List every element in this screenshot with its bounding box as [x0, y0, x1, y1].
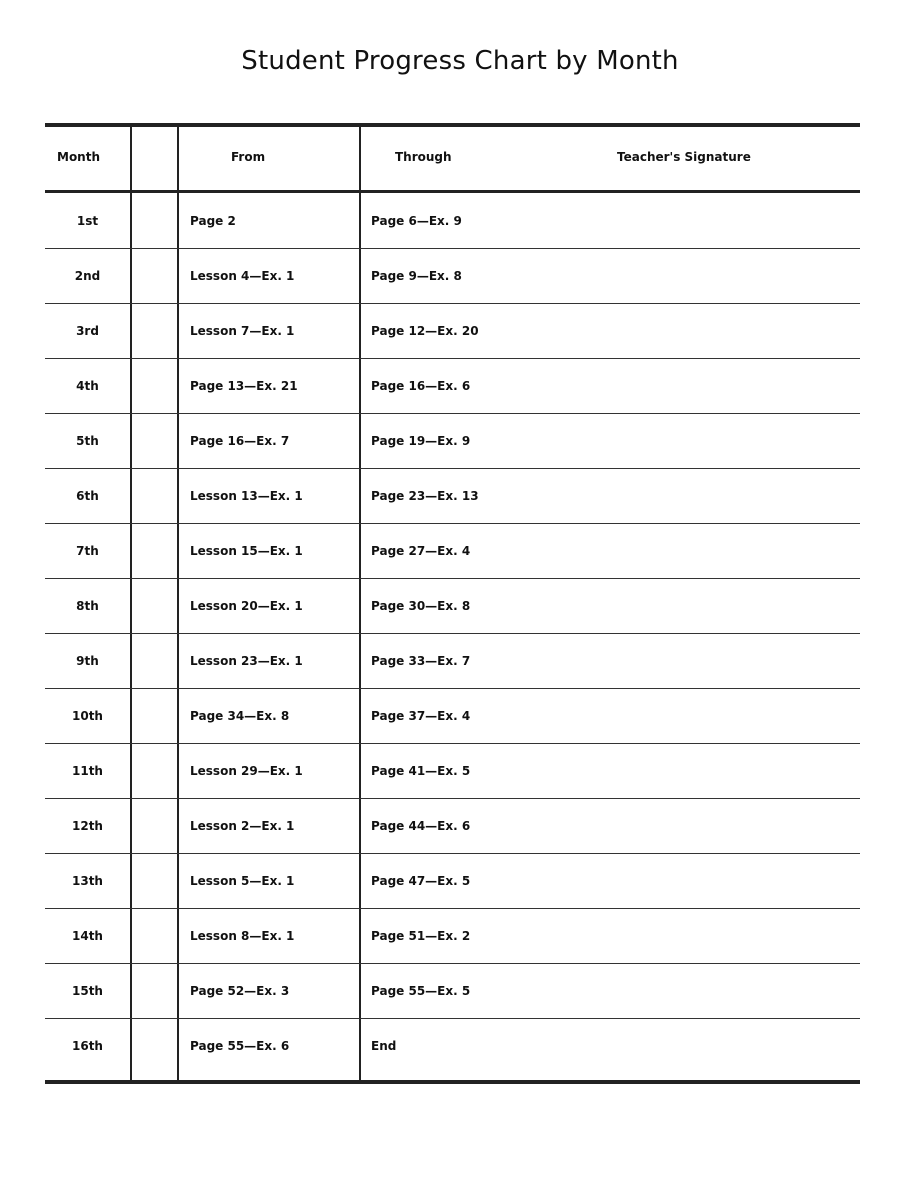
cell-from: Page 55—Ex. 6	[190, 1039, 290, 1053]
cell-teachers-signature[interactable]	[565, 414, 855, 469]
cell-through: Page 33—Ex. 7	[371, 654, 471, 668]
cell-month: 5th	[76, 434, 99, 448]
cell-from: Lesson 7—Ex. 1	[190, 324, 295, 338]
cell-from: Lesson 23—Ex. 1	[190, 654, 303, 668]
table-row	[45, 744, 860, 799]
cell-from: Lesson 4—Ex. 1	[190, 269, 295, 283]
table-body	[45, 194, 860, 1074]
cell-teachers-signature[interactable]	[565, 579, 855, 634]
header-teachers-signature: Teacher's Signature	[617, 150, 751, 164]
cell-through: Page 27—Ex. 4	[371, 544, 471, 558]
cell-from: Page 2	[190, 214, 236, 228]
table-row	[45, 909, 860, 964]
cell-month: 9th	[76, 654, 99, 668]
page-title: Student Progress Chart by Month	[241, 46, 679, 76]
cell-month: 6th	[76, 489, 99, 503]
cell-month: 2nd	[74, 269, 101, 283]
cell-month: 4th	[76, 379, 99, 393]
cell-through: Page 55—Ex. 5	[371, 984, 471, 998]
cell-through: Page 44—Ex. 6	[371, 819, 471, 833]
cell-teachers-signature[interactable]	[565, 524, 855, 579]
cell-teachers-signature[interactable]	[565, 304, 855, 359]
cell-through: Page 6—Ex. 9	[371, 214, 462, 228]
cell-teachers-signature[interactable]	[565, 909, 855, 964]
cell-teachers-signature[interactable]	[565, 689, 855, 744]
header-rule	[45, 190, 860, 193]
cell-teachers-signature[interactable]	[565, 359, 855, 414]
cell-from: Lesson 5—Ex. 1	[190, 874, 295, 888]
header-through: Through	[395, 150, 452, 164]
table-row	[45, 359, 860, 414]
cell-from: Lesson 15—Ex. 1	[190, 544, 303, 558]
cell-through: Page 51—Ex. 2	[371, 929, 471, 943]
table-row	[45, 469, 860, 524]
cell-month: 15th	[72, 984, 103, 998]
cell-teachers-signature[interactable]	[565, 249, 855, 304]
cell-month: 10th	[72, 709, 103, 723]
header-month: Month	[57, 150, 101, 164]
cell-from: Lesson 20—Ex. 1	[190, 599, 303, 613]
cell-teachers-signature[interactable]	[565, 634, 855, 689]
top-rule	[45, 123, 860, 127]
table-row	[45, 1019, 860, 1074]
cell-teachers-signature[interactable]	[565, 744, 855, 799]
cell-from: Page 13—Ex. 21	[190, 379, 298, 393]
cell-through: Page 9—Ex. 8	[371, 269, 462, 283]
table-row	[45, 304, 860, 359]
cell-from: Page 34—Ex. 8	[190, 709, 290, 723]
cell-teachers-signature[interactable]	[565, 1019, 855, 1074]
cell-through: Page 12—Ex. 20	[371, 324, 479, 338]
cell-month: 13th	[72, 874, 103, 888]
cell-through: Page 23—Ex. 13	[371, 489, 479, 503]
progress-table	[45, 123, 860, 1088]
cell-month: 3rd	[76, 324, 99, 338]
cell-through: End	[371, 1039, 397, 1053]
cell-teachers-signature[interactable]	[565, 799, 855, 854]
table-row	[45, 854, 860, 909]
cell-from: Page 16—Ex. 7	[190, 434, 290, 448]
cell-teachers-signature[interactable]	[565, 194, 855, 249]
table-row	[45, 689, 860, 744]
bottom-rule	[45, 1080, 860, 1084]
table-row	[45, 194, 860, 249]
cell-teachers-signature[interactable]	[565, 469, 855, 524]
cell-teachers-signature[interactable]	[565, 964, 855, 1019]
table-row	[45, 579, 860, 634]
cell-through: Page 30—Ex. 8	[371, 599, 471, 613]
cell-from: Lesson 2—Ex. 1	[190, 819, 295, 833]
cell-teachers-signature[interactable]	[565, 854, 855, 909]
cell-month: 16th	[72, 1039, 103, 1053]
cell-through: Page 16—Ex. 6	[371, 379, 471, 393]
cell-month: 11th	[72, 764, 103, 778]
cell-from: Lesson 29—Ex. 1	[190, 764, 303, 778]
table-row	[45, 964, 860, 1019]
cell-through: Page 41—Ex. 5	[371, 764, 471, 778]
cell-from: Page 52—Ex. 3	[190, 984, 290, 998]
cell-through: Page 37—Ex. 4	[371, 709, 471, 723]
table-row	[45, 799, 860, 854]
cell-month: 1st	[76, 214, 99, 228]
cell-through: Page 19—Ex. 9	[371, 434, 471, 448]
table-row	[45, 524, 860, 579]
table-row	[45, 634, 860, 689]
table-row	[45, 249, 860, 304]
table-row	[45, 414, 860, 469]
cell-from: Lesson 8—Ex. 1	[190, 929, 295, 943]
cell-month: 14th	[72, 929, 103, 943]
cell-month: 7th	[76, 544, 99, 558]
cell-from: Lesson 13—Ex. 1	[190, 489, 303, 503]
header-from: From	[231, 150, 266, 164]
cell-month: 8th	[76, 599, 99, 613]
cell-through: Page 47—Ex. 5	[371, 874, 471, 888]
cell-month: 12th	[72, 819, 103, 833]
